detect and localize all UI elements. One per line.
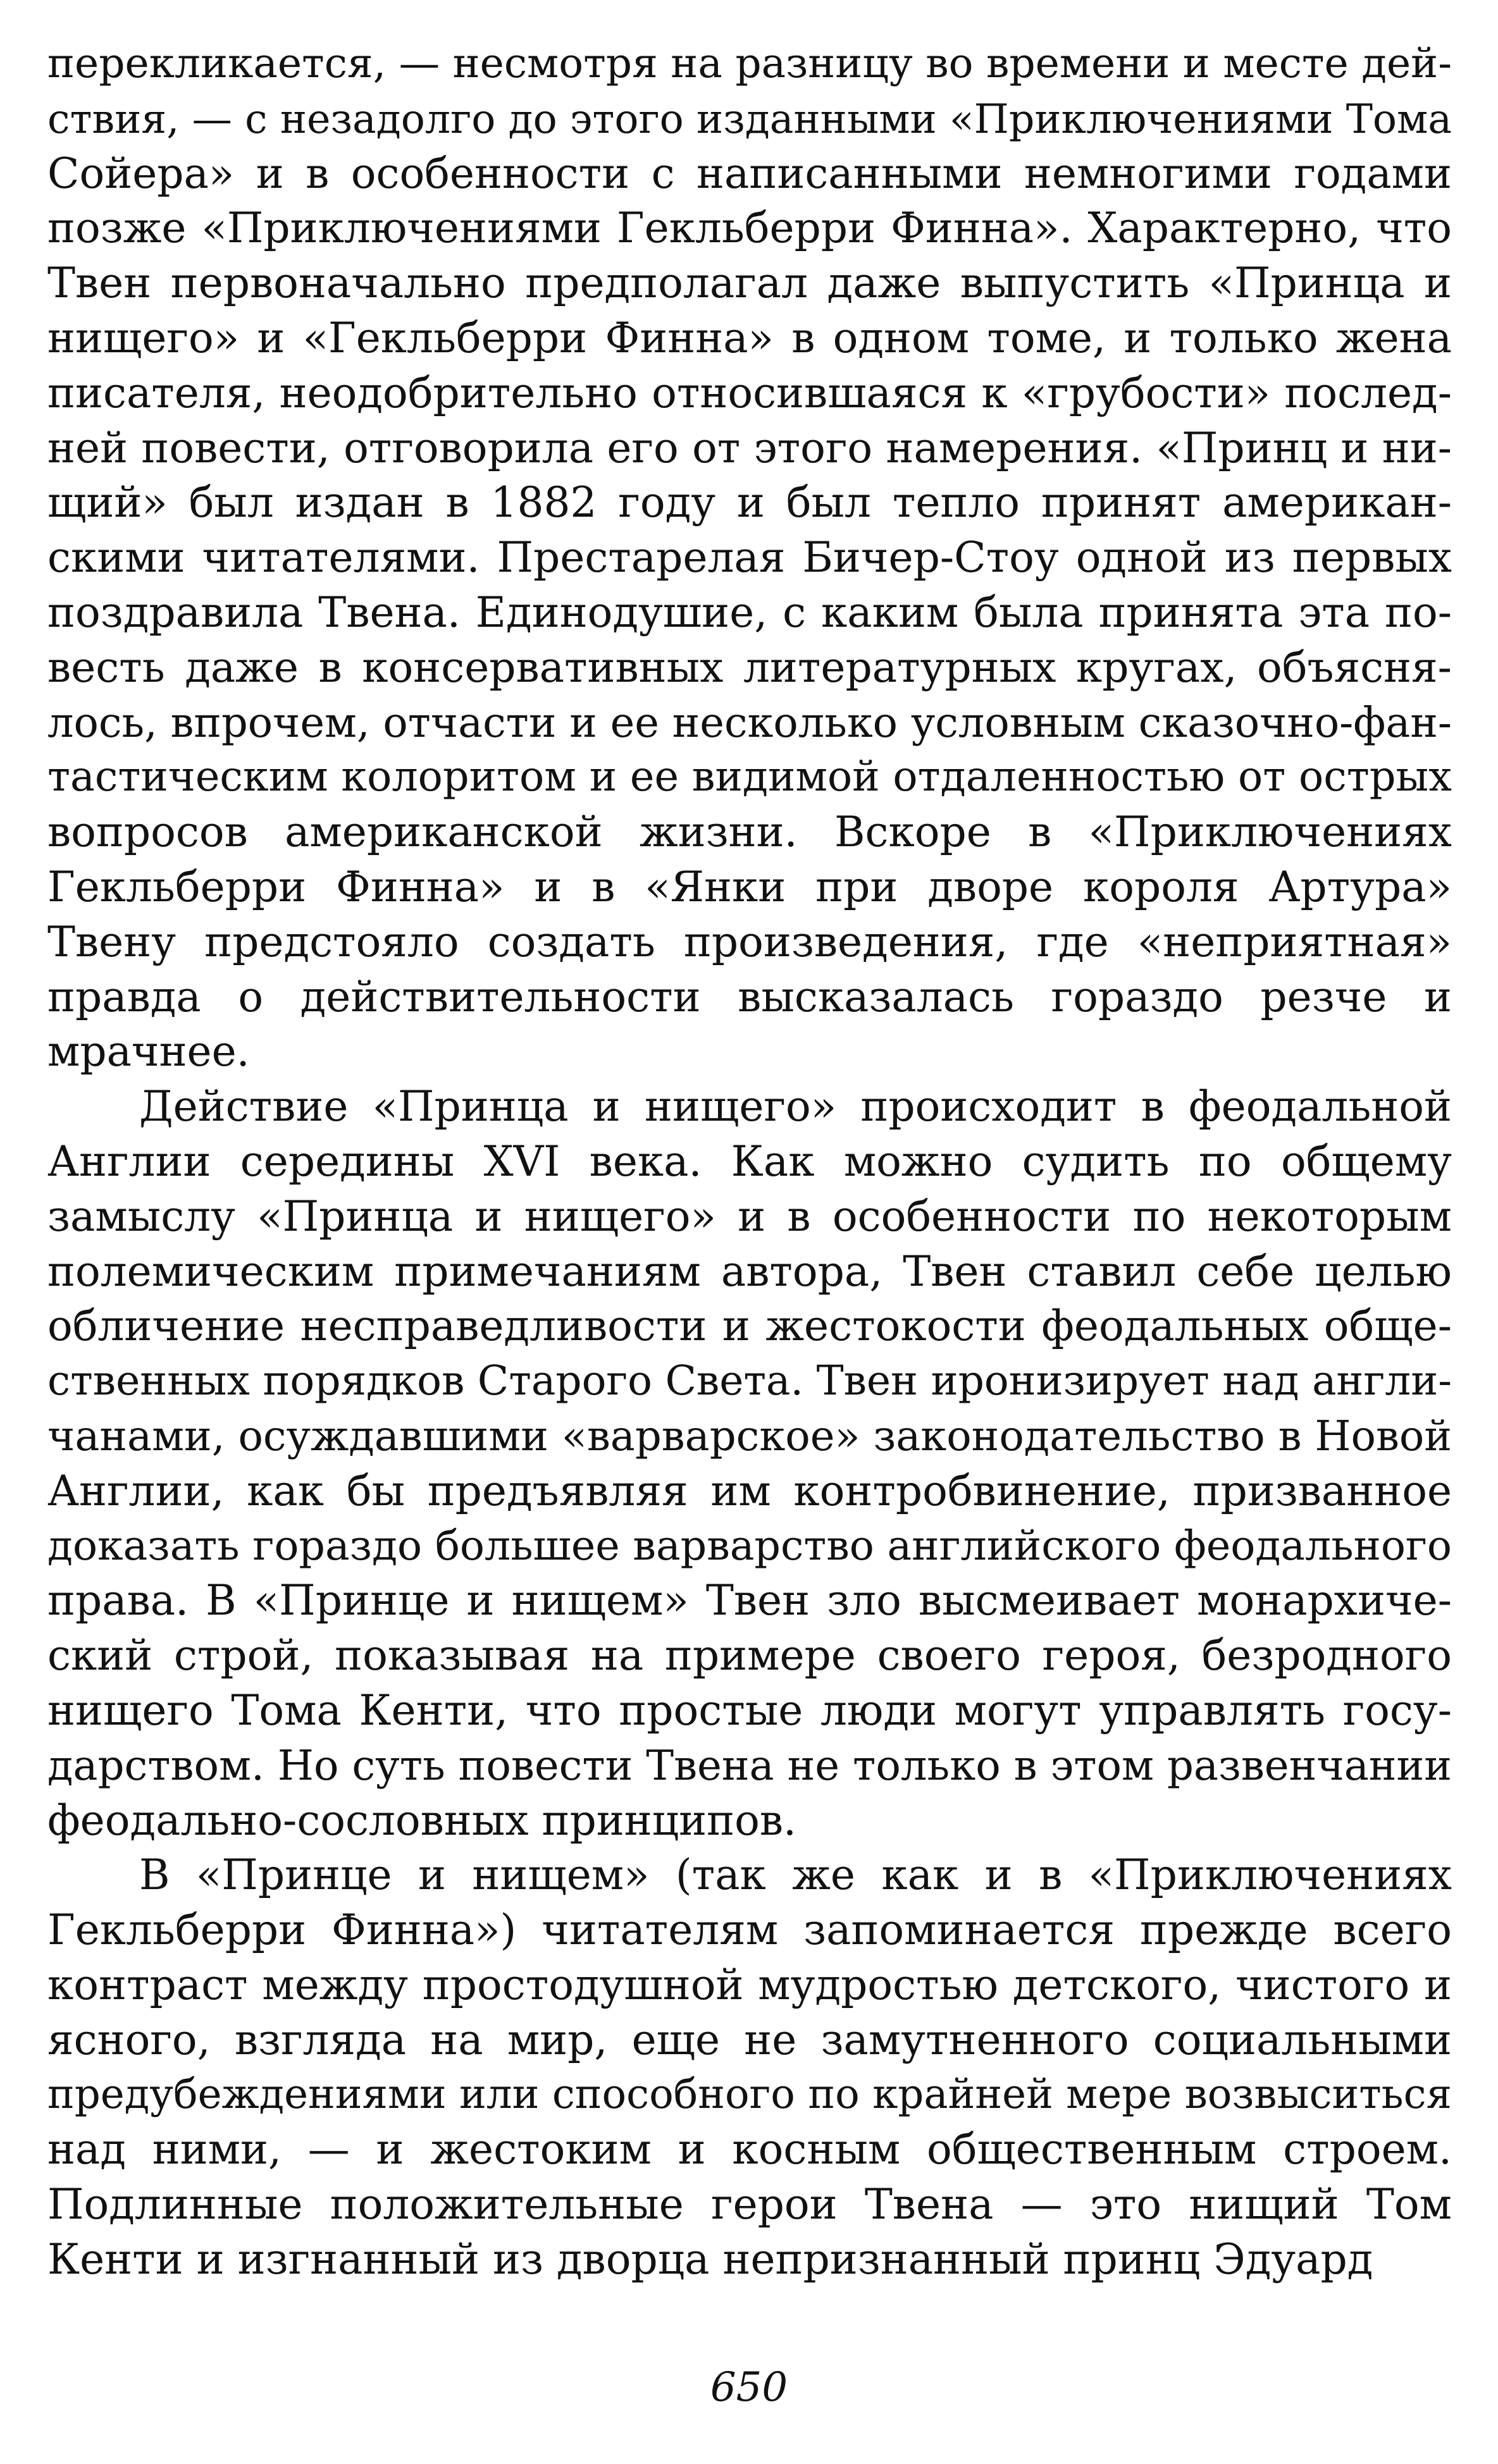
text-line: ствия, — с незадолго до этого изданными «Приключениями Тома bbox=[47, 95, 1452, 142]
text-line: весть даже в консервативных литературных кругах, объясня- bbox=[47, 643, 1452, 692]
text-line: лось, впрочем, отчасти и ее несколько условным сказочно-фан- bbox=[47, 698, 1452, 747]
page-number: 650 bbox=[710, 2364, 788, 2411]
text-line: полемическим примечаниям автора, Твен ставил себе целью bbox=[47, 1247, 1452, 1296]
text-line: вопросов американской жизни. Вскоре в «Приключениях bbox=[47, 808, 1452, 857]
text-line: обличение несправедливости и жестокости феодальных обще- bbox=[47, 1302, 1452, 1351]
text-line: чанами, осуждавшими «варварское» законодательство в Новой bbox=[47, 1412, 1452, 1460]
text-line: предубеждениями или способного по крайней мере возвыситься bbox=[47, 2071, 1452, 2119]
text-line: нищего» и «Гекльберри Финна» в одном томе, и только жена bbox=[47, 313, 1452, 362]
text-line: тастическим колоритом и ее видимой отдаленностью от острых bbox=[47, 753, 1452, 801]
text-line: Гекльберри Финна») читателям запоминается прежде всего bbox=[47, 1906, 1452, 1955]
text-line: ней повести, отговорила его от этого намерения. «Принц и ни- bbox=[47, 423, 1452, 472]
paragraph bbox=[47, 37, 1452, 1080]
text-line: Гекльберри Финна» и в «Янки при дворе короля Артура» bbox=[47, 862, 1452, 911]
text-line: ственных порядков Старого Света. Твен иронизирует над англи- bbox=[47, 1357, 1452, 1405]
text-line: замыслу «Принца и нищего» и в особенности по некоторым bbox=[47, 1192, 1452, 1241]
text-line: скими читателями. Престарелая Бичер-Стоу одной из первых bbox=[47, 533, 1452, 582]
text-line: Англии середины XVI века. Как можно судить по общему bbox=[47, 1137, 1452, 1186]
text-line: ясного, взгляда на мир, еще не замутненного социальными bbox=[47, 2015, 1452, 2064]
text-line: Кенти и изгнанный из дворца непризнанный принц Эдуард bbox=[47, 2234, 1373, 2284]
text-line: дарством. Но суть повести Твена не только в этом развенчании bbox=[47, 1741, 1452, 1790]
text-line: нищего Тома Кенти, что простые люди могут управлять госу- bbox=[47, 1685, 1452, 1735]
text-line: мрачнее. bbox=[47, 1027, 250, 1076]
text-line: Сойера» и в особенности с написанными немногими годами bbox=[47, 149, 1452, 198]
text-line: Подлинные положительные герои Твена — это нищий Том bbox=[47, 2180, 1452, 2229]
text-line: ский строй, показывая на примере своего героя, безродного bbox=[47, 1631, 1452, 1680]
text-line: над ними, — и жестоким и косным общественным строем. bbox=[47, 2125, 1452, 2174]
text-line: права. В «Принце и нищем» Твен зло высмеивает монархиче- bbox=[47, 1576, 1452, 1625]
text-line: Действие «Принца и нищего» происходит в феодальной bbox=[139, 1082, 1452, 1131]
text-line: феодально-сословных принципов. bbox=[47, 1796, 797, 1845]
text-line: контраст между простодушной мудростью детского, чистого и bbox=[47, 1960, 1452, 2009]
text-line: Твен первоначально предполагал даже выпустить «Принца и bbox=[47, 259, 1452, 308]
text-line: щий» был издан в 1882 году и был тепло принят американ- bbox=[47, 478, 1452, 527]
text-line: доказать гораздо большее варварство английского феодального bbox=[47, 1522, 1452, 1570]
paragraph bbox=[47, 1080, 1452, 1848]
text-line: писателя, неодобрительно относившаяся к «грубости» послед- bbox=[47, 368, 1452, 417]
paragraph bbox=[47, 1848, 1452, 2287]
body-text bbox=[47, 37, 1452, 2288]
text-line: Англии, как бы предъявляя им контробвинение, призванное bbox=[47, 1466, 1452, 1515]
text-line: правда о действительности высказалась гораздо резче и bbox=[47, 972, 1452, 1021]
text-line: поздравила Твена. Единодушие, с каким была принята эта по- bbox=[47, 588, 1452, 637]
text-line: Твену предстояло создать произведения, где «неприятная» bbox=[47, 917, 1452, 966]
text-line: перекликается, — несмотря на разницу во времени и месте дей- bbox=[47, 40, 1452, 87]
text-line: В «Принце и нищем» (так же как и в «Приключениях bbox=[139, 1851, 1452, 1900]
text-line: позже «Приключениями Гекльберри Финна». Характерно, что bbox=[47, 204, 1452, 253]
